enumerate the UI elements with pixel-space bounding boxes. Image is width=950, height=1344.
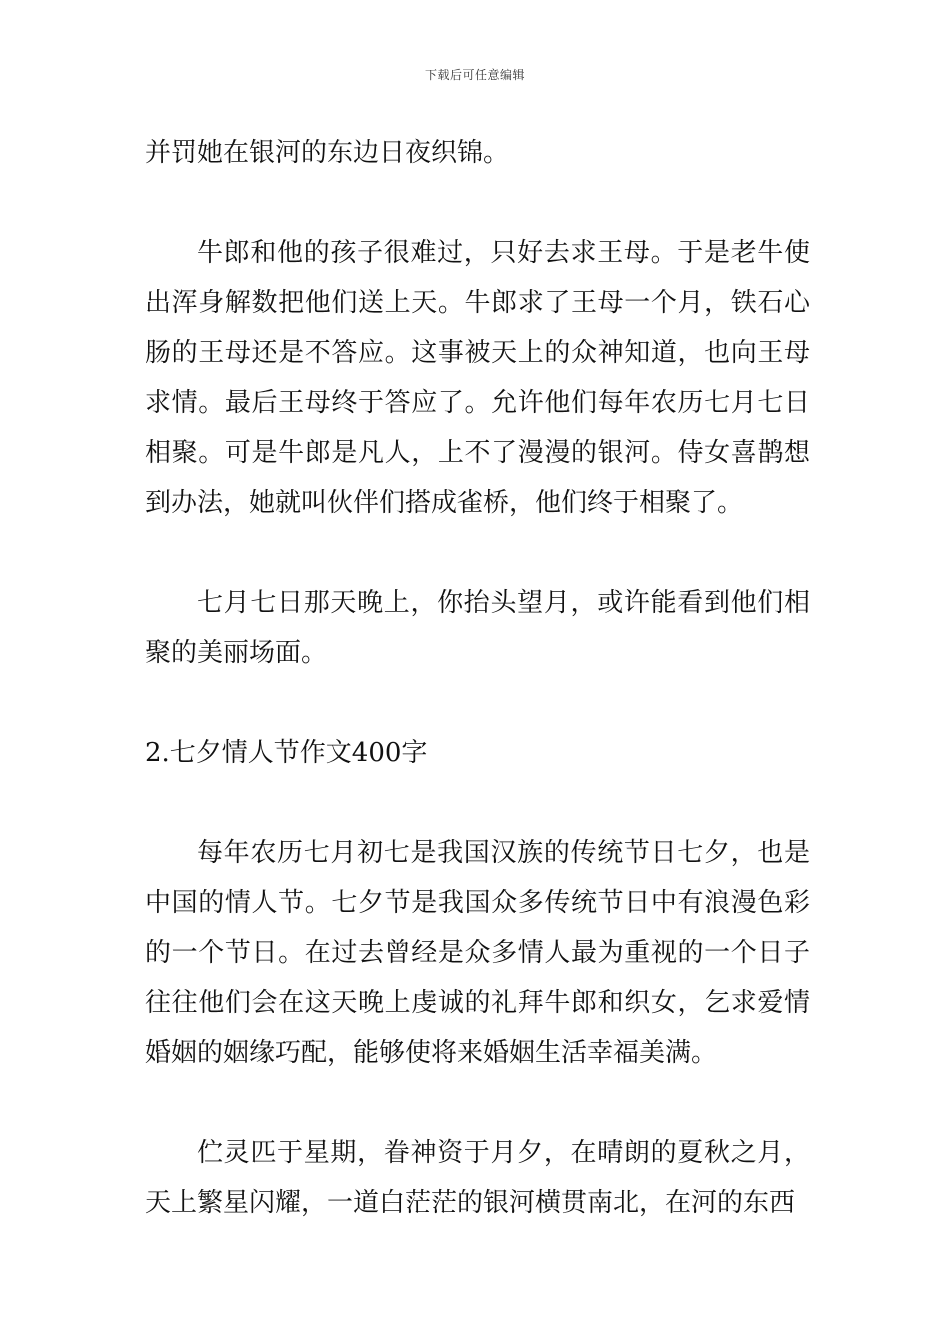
paragraph: 每年农历七月初七是我国汉族的传统节日七夕，也是中国的情人节。七夕节是我国众多传统节日中有浪漫色彩的一个节日。在过去曾经是众多情人最为重视的一个日子往往他们会在这天晚上虔诚的礼拜牛郎和织女，乞求爱情婚姻的姻缘巧配，能够使将来婚姻生活幸福美满。	[145, 838, 810, 1068]
paragraph-gap	[145, 1078, 810, 1128]
section-heading: 2.七夕情人节作文400字	[145, 738, 428, 768]
paragraph: 伫灵匹于星期，眷神资于月夕，在晴朗的夏秋之月，天上繁星闪耀，一道白茫茫的银河横贯南北，在河的东西	[145, 1138, 810, 1218]
paragraph-gap	[145, 528, 810, 578]
paragraph-gap	[145, 778, 810, 828]
paragraph-gap	[145, 178, 810, 228]
paragraph: 七月七日那天晚上，你抬头望月，或许能看到他们相聚的美丽场面。	[145, 588, 810, 668]
page-header: 下载后可任意编辑	[424, 68, 525, 82]
paragraph: 牛郎和他的孩子很难过，只好去求王母。于是老牛使出浑身解数把他们送上天。牛郎求了王母一个月，铁石心肠的王母还是不答应。这事被天上的众神知道，也向王母求情。最后王母终于答应了。允许他们每年农历七月七日相聚。可是牛郎是凡人，上不了漫漫的银河。侍女喜鹊想到办法，她就叫伙伴们搭成雀桥，他们终于相聚了。	[145, 238, 810, 518]
paragraph-gap	[145, 678, 810, 728]
document-body	[145, 128, 810, 1228]
paragraph-continuation: 并罚她在银河的东边日夜织锦。	[145, 138, 510, 168]
